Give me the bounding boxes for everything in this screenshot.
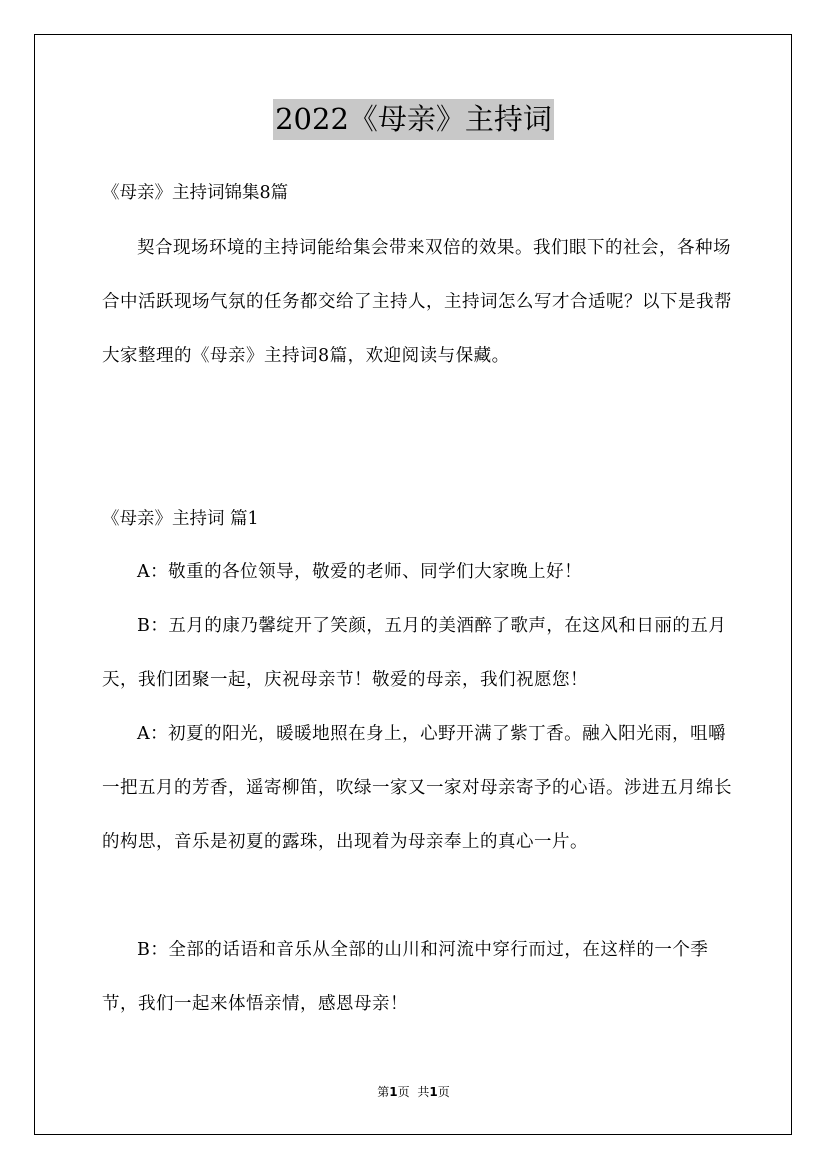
document-title: 2022《母亲》主持词 [273,99,554,140]
section-title: 《母亲》主持词 篇1 [102,509,259,529]
page-total: 1 [429,1085,438,1099]
total-prefix: 共 [417,1085,430,1099]
total-suffix: 页 [437,1085,450,1099]
body-paragraph: A：初夏的阳光，暖暖地照在身上，心野开满了紫丁香。融入阳光雨，咀嚼一把五月的芳香，遥寄柳笛，吹绿一家又一家对母亲寄予的心语。涉进五月绵长的构思，音乐是初夏的露珠，出现着为母亲奉上的真心一片。 [102,724,732,852]
page-footer [0,1083,827,1101]
intro-paragraph: 契合现场环境的主持词能给集会带来双倍的效果。我们眼下的社会，各种场合中活跃现场气氛的任务都交给了主持人，主持词怎么写才合适呢？以下是我帮大家整理的《母亲》主持词8篇，欢迎阅读与保藏。 [102,238,732,366]
body-paragraph: A：敬重的各位领导，敬爱的老师、同学们大家晚上好！ [137,562,583,582]
page-suffix: 页 [397,1085,410,1099]
body-paragraph: B：全部的话语和音乐从全部的山川和河流中穿行而过，在这样的一个季节，我们一起来体悟亲情，感恩母亲！ [102,940,709,1014]
document-subtitle: 《母亲》主持词锦集8篇 [102,183,289,203]
body-paragraph: B：五月的康乃馨绽开了笑颜，五月的美酒醉了歌声，在这风和日丽的五月天，我们团聚一起，庆祝母亲节！敬爱的母亲，我们祝愿您！ [102,616,727,690]
title-container [0,99,827,140]
page-prefix: 第 [377,1085,390,1099]
page-current: 1 [389,1085,398,1099]
